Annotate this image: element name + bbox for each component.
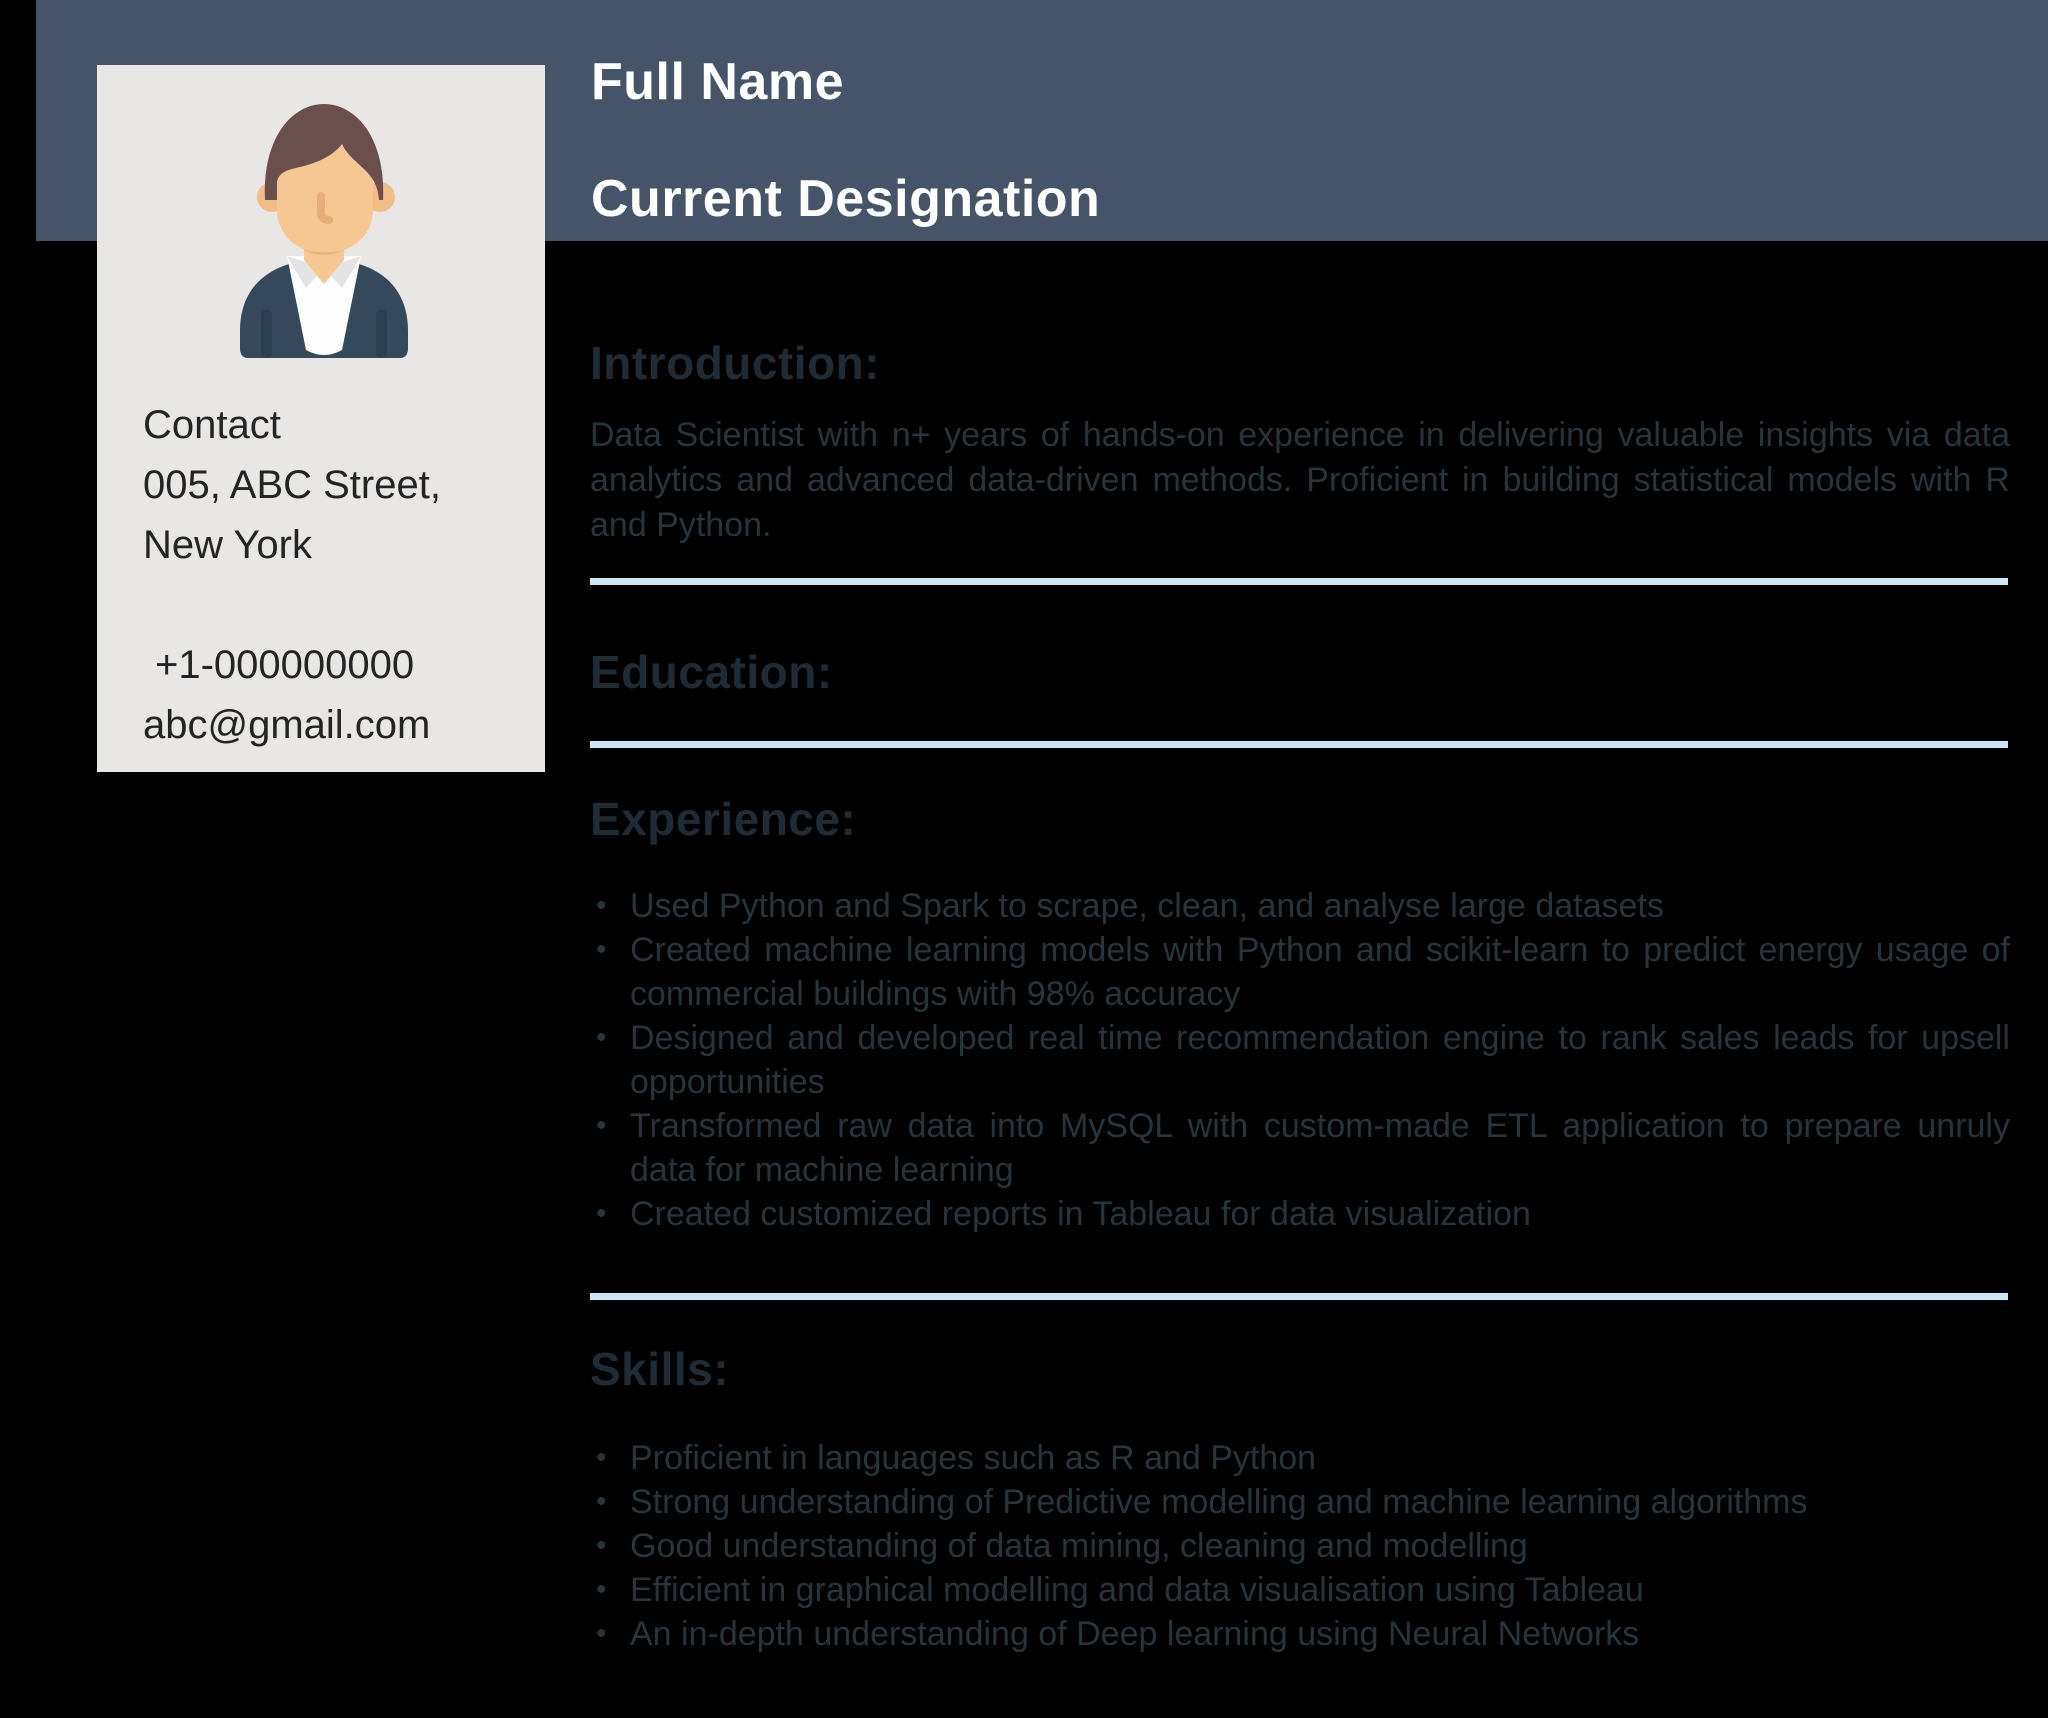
list-item (590, 1104, 2010, 1192)
education-heading: Education: (590, 646, 833, 698)
list-item-text: Created customized reports in Tableau for data visualization (630, 1195, 1531, 1233)
skills-heading: Skills: (590, 1343, 730, 1395)
list-item (590, 1436, 2010, 1480)
list-item-text: An in-depth understanding of Deep learning using Neural Networks (630, 1615, 1640, 1653)
address-line-2: New York (143, 523, 312, 567)
list-item-text: Proficient in languages such as R and Python (630, 1439, 1317, 1477)
email-text: abc@gmail.com (143, 703, 431, 747)
contact-label: Contact (143, 403, 281, 447)
experience-heading: Experience: (590, 793, 857, 845)
suit-seam-right (376, 310, 387, 358)
person-avatar-icon (230, 98, 418, 358)
bullet-icon: • (596, 1109, 607, 1142)
bullet-icon: • (596, 1485, 607, 1518)
list-item-text: Transformed raw data into MySQL with custom-made ETL application to prepare unruly data for machine learning (630, 1107, 2010, 1189)
introduction-paragraph: Data Scientist with n+ years of hands-on experience in delivering valuable insights via data analytics and advanced data-driven methods. Proficient in building statistical models with R and Python. (590, 416, 2010, 544)
section-divider (590, 578, 2008, 585)
list-item (590, 1192, 2010, 1236)
address-line-1: 005, ABC Street, (143, 463, 441, 507)
bullet-icon: • (596, 1529, 607, 1562)
list-item (590, 1568, 2010, 1612)
list-item-text: Good understanding of data mining, cleaning and modelling (630, 1527, 1528, 1565)
bullet-icon: • (596, 1441, 607, 1474)
experience-list (590, 884, 2010, 1236)
list-item (590, 884, 2010, 928)
list-item-text: Efficient in graphical modelling and data visualisation using Tableau (630, 1571, 1644, 1609)
list-item (590, 1016, 2010, 1104)
full-name-text: Full Name (591, 53, 844, 111)
list-item-text: Used Python and Spark to scrape, clean, and analyse large datasets (630, 887, 1664, 925)
bullet-icon: • (596, 1573, 607, 1606)
list-item (590, 1524, 2010, 1568)
skills-list (590, 1436, 2010, 1656)
designation-text: Current Designation (591, 170, 1101, 228)
introduction-heading: Introduction: (590, 337, 881, 389)
section-divider (590, 741, 2008, 748)
contact-block (143, 395, 523, 755)
list-item-text: Designed and developed real time recommendation engine to rank sales leads for upsell opportunities (630, 1019, 2010, 1101)
profile-card (97, 65, 545, 772)
list-item-text: Strong understanding of Predictive modelling and machine learning algorithms (630, 1483, 1808, 1521)
contact-spacer (143, 575, 523, 635)
phone-text: +1-000000000 (155, 643, 415, 687)
suit-seam-left (261, 310, 272, 358)
list-item (590, 1480, 2010, 1524)
bullet-icon: • (596, 1617, 607, 1650)
list-item-text: Created machine learning models with Python and scikit-learn to predict energy usage of commercial buildings with 98% accuracy (630, 931, 2010, 1013)
bullet-icon: • (596, 889, 607, 922)
bullet-icon: • (596, 933, 607, 966)
section-divider (590, 1293, 2008, 1300)
list-item (590, 928, 2010, 1016)
list-item (590, 1612, 2010, 1656)
bullet-icon: • (596, 1197, 607, 1230)
bullet-icon: • (596, 1021, 607, 1054)
